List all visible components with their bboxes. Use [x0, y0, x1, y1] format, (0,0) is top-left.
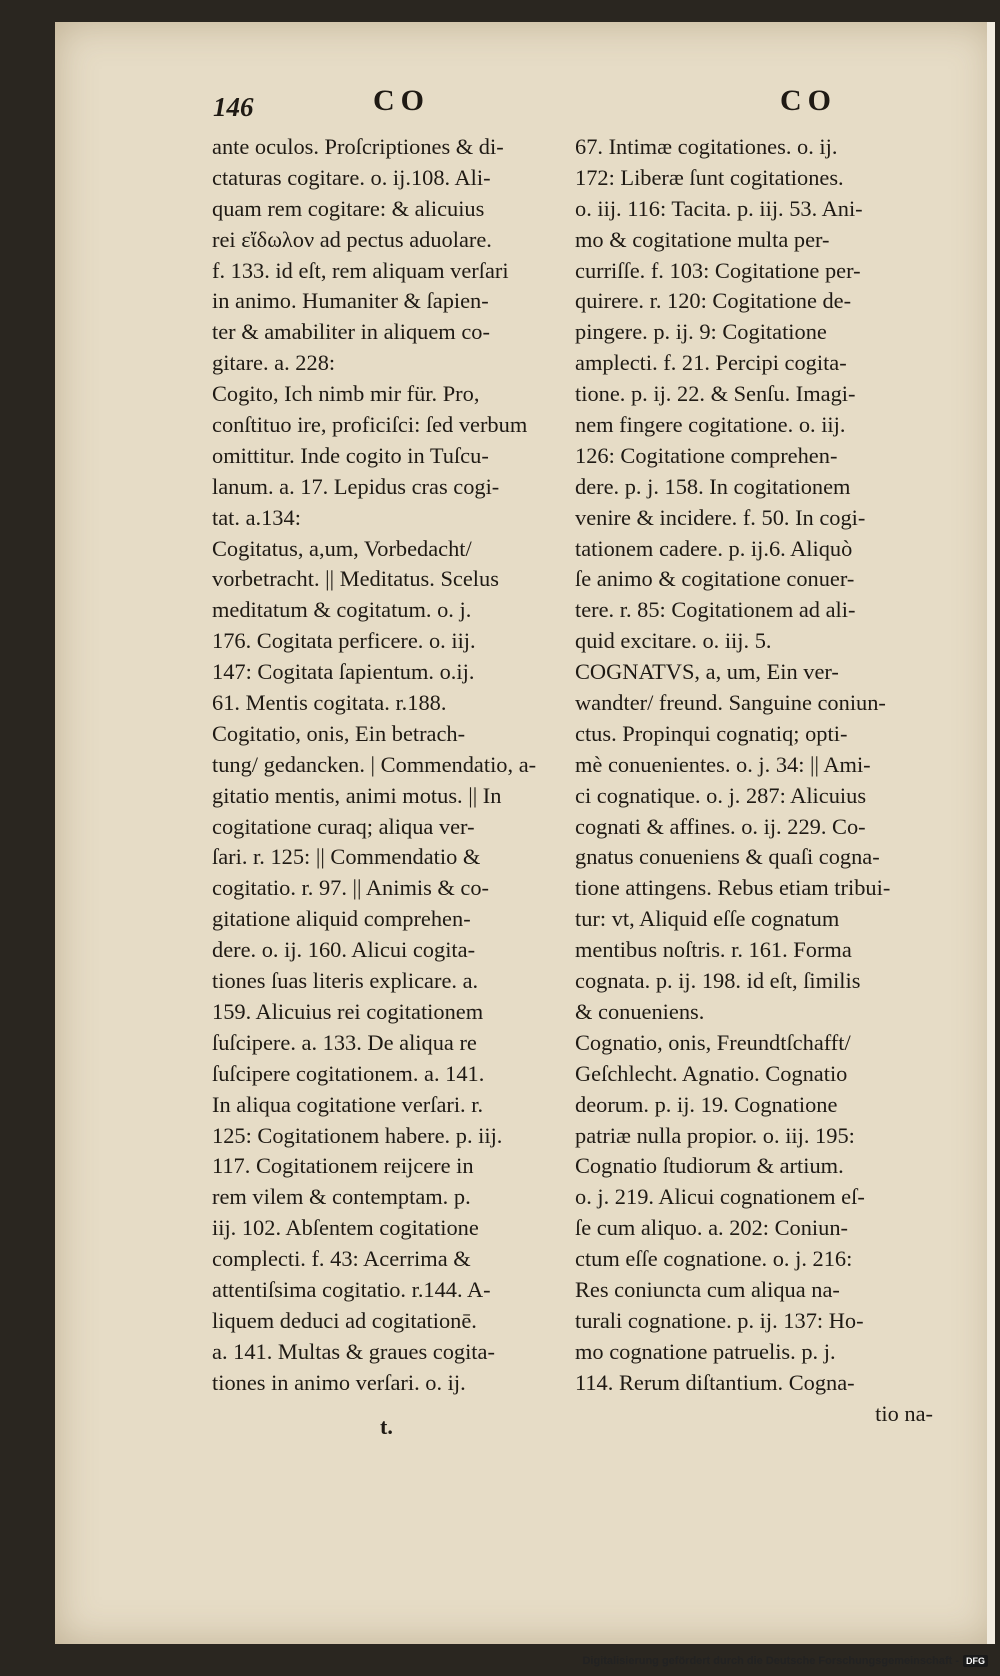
- credit-text: Digitalisierung gefördert durch die Deutsche Forschungsgemeinschaft -: [582, 1655, 959, 1667]
- text-line: liquem deduci ad cogitationē.: [212, 1307, 477, 1333]
- text-line: lanum. a. 17. Lepidus cras cogi-: [212, 473, 500, 499]
- text-line: mo cognatione patruelis. p. j.: [575, 1338, 836, 1364]
- text-line: ctaturas cogitare. o. ij.108. Ali-: [212, 164, 491, 190]
- running-head-left: CO: [373, 84, 430, 117]
- text-line: ci cognatique. o. j. 287: Alicuius: [575, 782, 867, 808]
- text-line: venire & incidere. f. 50. In cogi-: [575, 504, 866, 530]
- text-line: tiones in animo verſari. o. ij.: [212, 1369, 466, 1395]
- page-header: [55, 84, 995, 124]
- text-line: 114. Rerum diſtantium. Cogna-: [575, 1369, 855, 1395]
- text-line: mentibus noſtris. r. 161. Forma: [575, 937, 852, 963]
- text-line: 61. Mentis cogitata. r.188.: [212, 690, 447, 716]
- text-line: COGNATVS, a, um, Ein ver-: [575, 659, 839, 685]
- text-line: vorbetracht. || Meditatus. Scelus: [212, 566, 499, 592]
- text-line: mè conuenientes. o. j. 34: || Ami-: [575, 751, 871, 777]
- text-line: dere. p. j. 158. In cogitationem: [575, 473, 851, 499]
- text-line: deorum. p. ij. 19. Cognatione: [575, 1091, 838, 1117]
- text-line: gitare. a. 228:: [212, 350, 336, 376]
- text-line: In aliqua cogitatione verſari. r.: [212, 1091, 484, 1117]
- left-text-column: [212, 132, 570, 1399]
- text-line: 176. Cogitata perficere. o. iij.: [212, 628, 476, 654]
- text-line: 67. Intimæ cogitationes. o. ij.: [575, 134, 838, 159]
- text-line: ſari. r. 125: || Commendatio &: [212, 844, 481, 870]
- text-line: f. 133. id eſt, rem aliquam verſari: [212, 257, 509, 283]
- text-line: gitatio mentis, animi motus. || In: [212, 782, 502, 808]
- text-line: tiones ſuas literis explicare. a.: [212, 968, 479, 994]
- text-line: & conueniens.: [575, 998, 705, 1024]
- text-line: patriæ nulla propior. o. iij. 195:: [575, 1122, 855, 1148]
- text-line: tationem cadere. p. ij.6. Aliquò: [575, 535, 853, 561]
- text-line: turali cognatione. p. ij. 137: Ho-: [575, 1307, 864, 1333]
- text-line: tung/ gedancken. | Commendatio, a-: [212, 751, 537, 777]
- text-line: rem vilem & contemptam. p.: [212, 1184, 471, 1210]
- text-line: cogitatio. r. 97. || Animis & co-: [212, 875, 490, 901]
- text-line: Res coniuncta cum aliqua na-: [575, 1276, 840, 1302]
- text-line: ctus. Propinqui cognatiq; opti-: [575, 720, 848, 746]
- text-line: 147: Cogitata ſapientum. o.ij.: [212, 659, 475, 685]
- text-line: 117. Cogitationem reijcere in: [212, 1153, 474, 1179]
- text-line: ſe cum aliquo. a. 202: Coniun-: [575, 1215, 848, 1241]
- text-line: dere. o. ij. 160. Alicui cogita-: [212, 937, 476, 963]
- text-line: ſe animo & cogitatione conuer-: [575, 566, 855, 592]
- text-line: o. j. 219. Alicui cognationem eſ-: [575, 1184, 865, 1210]
- page-number: 146: [213, 92, 254, 122]
- page-edge: [987, 22, 995, 1644]
- text-line: iij. 102. Abſentem cogitatione: [212, 1215, 479, 1241]
- text-line: ante oculos. Proſcriptiones & di-: [212, 134, 504, 159]
- text-line: meditatum & cogitatum. o. j.: [212, 597, 472, 623]
- text-line: ter & amabiliter in aliquem co-: [212, 319, 490, 345]
- text-line: nem fingere cogitatione. o. iij.: [575, 412, 846, 438]
- text-line: rei εἴδωλον ad pectus aduolare.: [212, 226, 492, 252]
- text-line: mo & cogitatione multa per-: [575, 226, 830, 252]
- text-line: Geſchlecht. Agnatio. Cognatio: [575, 1060, 848, 1086]
- text-line: in animo. Humaniter & ſapien-: [212, 288, 489, 314]
- text-line: conſtituo ire, proficiſci: ſed verbum: [212, 412, 528, 438]
- text-line: tione. p. ij. 22. & Senſu. Imagi-: [575, 381, 856, 407]
- text-line: curriſſe. f. 103: Cogitatione per-: [575, 257, 861, 283]
- text-line: quid excitare. o. iij. 5.: [575, 628, 772, 654]
- text-line: cognati & affines. o. ij. 229. Co-: [575, 813, 866, 839]
- text-line: Cogitatio, onis, Ein betrach-: [212, 720, 466, 746]
- dfg-logo: DFG: [963, 1655, 988, 1667]
- text-line: tat. a.134:: [212, 504, 301, 530]
- text-line: a. 141. Multas & graues cogita-: [212, 1338, 495, 1364]
- text-line: quirere. r. 120: Cogitatione de-: [575, 288, 852, 314]
- text-line: Cognatio ſtudiorum & artium.: [575, 1153, 844, 1179]
- text-line: amplecti. f. 21. Percipi cogita-: [575, 350, 847, 376]
- text-line: tio na-: [875, 1400, 933, 1426]
- text-line: Cogitatus, a,um, Vorbedacht/: [212, 535, 472, 561]
- text-line: cognata. p. ij. 198. id eſt, ſimilis: [575, 968, 861, 994]
- text-line: ſuſcipere cogitationem. a. 141.: [212, 1060, 485, 1086]
- running-head-right: CO: [780, 84, 837, 117]
- right-text-column: [575, 132, 933, 1429]
- text-line: pingere. p. ij. 9: Cogitatione: [575, 319, 827, 345]
- text-line: tur: vt, Aliquid eſſe cognatum: [575, 906, 840, 932]
- text-line: wandter/ freund. Sanguine coniun-: [575, 690, 886, 716]
- signature-mark: t.: [380, 1414, 393, 1439]
- text-line: omittitur. Inde cogito in Tuſcu-: [212, 442, 489, 468]
- digitization-credit: [582, 1652, 988, 1670]
- text-line: 159. Alicuius rei cogitationem: [212, 998, 484, 1024]
- text-line: 172: Liberæ ſunt cogitationes.: [575, 164, 844, 190]
- text-line: attentiſsima cogitatio. r.144. A-: [212, 1276, 491, 1302]
- text-line: ctum eſſe cognatione. o. j. 216:: [575, 1246, 853, 1272]
- text-line: ſuſcipere. a. 133. De aliqua re: [212, 1029, 477, 1055]
- text-line: o. iij. 116: Tacita. p. iij. 53. Ani-: [575, 195, 863, 221]
- book-page: [55, 22, 995, 1644]
- text-line: quam rem cogitare: & alicuius: [212, 195, 485, 221]
- text-line: Cognatio, onis, Freundtſchafft/: [575, 1029, 851, 1055]
- text-line: cogitatione curaq; aliqua ver-: [212, 813, 475, 839]
- text-line: 125: Cogitationem habere. p. iij.: [212, 1122, 503, 1148]
- text-line: Cogito, Ich nimb mir für. Pro,: [212, 381, 480, 407]
- text-line: complecti. f. 43: Acerrima &: [212, 1246, 471, 1272]
- text-line: 126: Cogitatione comprehen-: [575, 442, 838, 468]
- text-line: gnatus conueniens & quaſi cogna-: [575, 844, 880, 870]
- text-line: tione attingens. Rebus etiam tribui-: [575, 875, 891, 901]
- text-line: tere. r. 85: Cogitationem ad ali-: [575, 597, 856, 623]
- text-line: gitatione aliquid comprehen-: [212, 906, 471, 932]
